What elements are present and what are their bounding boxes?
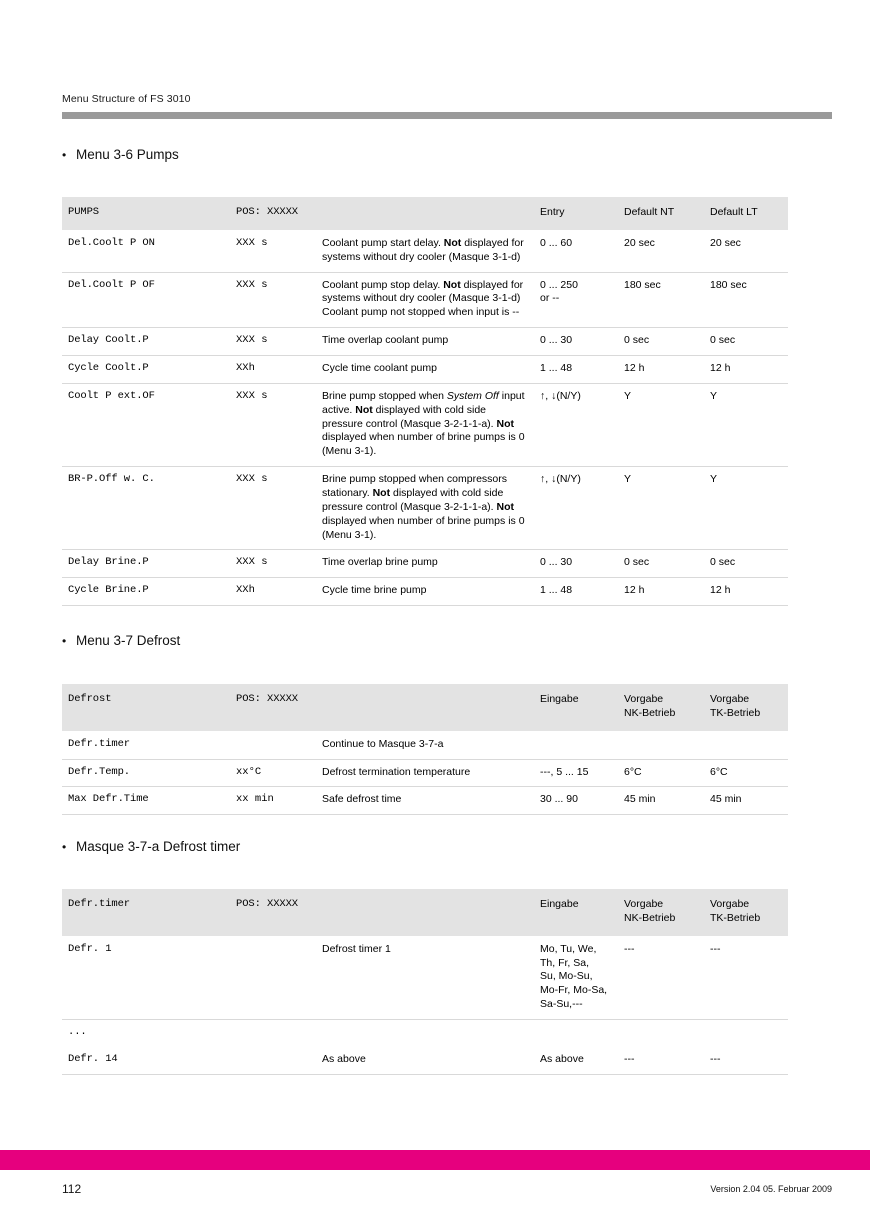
table-header-row — [62, 197, 788, 230]
table-row — [62, 230, 788, 272]
cell-default-lt: --- — [704, 1047, 788, 1074]
table-row — [62, 936, 788, 1019]
cell-menu-name: Max Defr.Time — [62, 787, 230, 815]
cell-description: Safe defrost time — [316, 787, 534, 815]
cell-menu-name: Del.Coolt P OF — [62, 272, 230, 328]
cell-default-lt: 0 sec — [704, 328, 788, 356]
cell-pos — [230, 731, 316, 759]
cell-default-lt — [704, 1020, 788, 1047]
table-row — [62, 759, 788, 787]
table-row — [62, 383, 788, 466]
cell-menu-name: Defr. 14 — [62, 1047, 230, 1074]
cell-pos: XXh — [230, 356, 316, 384]
cell-menu-name: Delay Coolt.P — [62, 328, 230, 356]
cell-menu-name: Del.Coolt P ON — [62, 230, 230, 272]
th-description — [316, 197, 534, 230]
cell-description: Cycle time coolant pump — [316, 356, 534, 384]
cell-pos: XXX s — [230, 230, 316, 272]
document-version: Version 2.04 05. Februar 2009 — [710, 1184, 832, 1194]
cell-default-lt: Y — [704, 467, 788, 550]
cell-entry: ↑, ↓(N/Y) — [534, 383, 618, 466]
table-header-row — [62, 889, 788, 936]
table-row — [62, 1020, 788, 1047]
section-heading-defrost-label: Menu 3-7 Defrost — [76, 633, 181, 648]
cell-description: Brine pump stopped when System Off input active. Not displayed with cold side pressure control (Masque 3-2-1-1-a). Not displayed when number of brine pumps is 0 (Menu 3-1). — [316, 383, 534, 466]
cell-entry: 0 ... 30 — [534, 328, 618, 356]
section-heading-defrost-timer-label: Masque 3-7-a Defrost timer — [76, 839, 241, 854]
th-default-nt: Default NT — [618, 197, 704, 230]
table-defrost — [62, 684, 788, 815]
cell-default-nt — [618, 1020, 704, 1047]
table-row — [62, 467, 788, 550]
table-defrost-timer-body — [62, 936, 788, 1074]
cell-menu-name: Cycle Coolt.P — [62, 356, 230, 384]
table-row — [62, 272, 788, 328]
cell-description: Cycle time brine pump — [316, 578, 534, 606]
cell-pos — [230, 936, 316, 1019]
th-default-lt-line2: TK-Betrieb — [710, 706, 761, 719]
cell-default-nt: --- — [618, 936, 704, 1019]
table-row — [62, 1047, 788, 1074]
th-pos: POS: XXXXX — [230, 889, 316, 936]
cell-entry: 0 ... 60 — [534, 230, 618, 272]
cell-description: Defrost timer 1 — [316, 936, 534, 1019]
cell-default-lt: 45 min — [704, 787, 788, 815]
cell-default-nt: 180 sec — [618, 272, 704, 328]
cell-entry: ---, 5 ... 15 — [534, 759, 618, 787]
th-default-nt-line1: Vorgabe — [624, 898, 664, 910]
cell-menu-name: Defr. 1 — [62, 936, 230, 1019]
running-header: Menu Structure of FS 3010 — [62, 93, 191, 105]
cell-default-lt: 0 sec — [704, 550, 788, 578]
cell-default-nt — [618, 731, 704, 759]
th-description — [316, 684, 534, 731]
cell-entry: Mo, Tu, We, Th, Fr, Sa, Su, Mo-Su, Mo-Fr, Mo-Sa, Sa-Su,--- — [534, 936, 618, 1019]
cell-pos: xx°C — [230, 759, 316, 787]
cell-menu-name: BR-P.Off w. C. — [62, 467, 230, 550]
th-default-lt: Default LT — [704, 197, 788, 230]
cell-menu-name: Defr.Temp. — [62, 759, 230, 787]
th-default-lt-line2: TK-Betrieb — [710, 911, 761, 924]
cell-default-lt: 12 h — [704, 356, 788, 384]
th-default-lt-line1: Vorgabe — [710, 898, 750, 910]
header-rule — [62, 112, 832, 119]
cell-description: Coolant pump start delay. Not displayed for systems without dry cooler (Masque 3-1-d) — [316, 230, 534, 272]
cell-default-lt — [704, 731, 788, 759]
cell-default-nt: 0 sec — [618, 550, 704, 578]
footer-color-bar — [0, 1150, 870, 1170]
cell-menu-name: Coolt P ext.OF — [62, 383, 230, 466]
cell-default-nt: Y — [618, 383, 704, 466]
cell-description: As above — [316, 1047, 534, 1074]
table-row — [62, 731, 788, 759]
cell-pos — [230, 1047, 316, 1074]
page-number: 112 — [62, 1182, 82, 1196]
table-row — [62, 550, 788, 578]
cell-pos: XXX s — [230, 272, 316, 328]
th-description — [316, 889, 534, 936]
th-default-nt — [618, 684, 704, 731]
cell-entry: 1 ... 48 — [534, 356, 618, 384]
cell-default-nt: Y — [618, 467, 704, 550]
cell-default-nt: 6°C — [618, 759, 704, 787]
table-row — [62, 328, 788, 356]
cell-default-nt: 12 h — [618, 356, 704, 384]
bullet-glyph: • — [62, 634, 67, 648]
table-pumps-body — [62, 230, 788, 605]
table-header-row — [62, 684, 788, 731]
cell-entry: 1 ... 48 — [534, 578, 618, 606]
cell-menu-name: Defr.timer — [62, 731, 230, 759]
cell-default-lt: Y — [704, 383, 788, 466]
cell-pos: XXX s — [230, 328, 316, 356]
cell-menu-name: Delay Brine.P — [62, 550, 230, 578]
cell-description: Brine pump stopped when compressors stationary. Not displayed with cold side pressure control (Masque 3-2-1-1-a). Not displayed when number of brine pumps is 0 (Menu 3-1). — [316, 467, 534, 550]
cell-default-lt: 20 sec — [704, 230, 788, 272]
cell-description: Continue to Masque 3-7-a — [316, 731, 534, 759]
bullet-glyph: • — [62, 148, 67, 162]
th-menu-name: Defr.timer — [62, 889, 230, 936]
section-heading-defrost-timer — [62, 839, 240, 854]
cell-default-lt: 180 sec — [704, 272, 788, 328]
cell-description: Defrost termination temperature — [316, 759, 534, 787]
th-pos: POS: XXXXX — [230, 684, 316, 731]
cell-default-lt: 6°C — [704, 759, 788, 787]
cell-entry: ↑, ↓(N/Y) — [534, 467, 618, 550]
cell-description: Time overlap coolant pump — [316, 328, 534, 356]
table-row — [62, 787, 788, 815]
cell-entry: 0 ... 250 or -- — [534, 272, 618, 328]
cell-entry — [534, 1020, 618, 1047]
cell-default-nt: 20 sec — [618, 230, 704, 272]
cell-pos: xx min — [230, 787, 316, 815]
cell-default-nt: 45 min — [618, 787, 704, 815]
section-heading-pumps-label: Menu 3-6 Pumps — [76, 147, 179, 162]
section-heading-defrost — [62, 633, 180, 648]
cell-pos — [230, 1020, 316, 1047]
section-heading-pumps — [62, 147, 179, 162]
cell-description — [316, 1020, 534, 1047]
cell-default-nt: --- — [618, 1047, 704, 1074]
cell-description: Coolant pump stop delay. Not displayed for systems without dry cooler (Masque 3-1-d) Coolant pump not stopped when input is -- — [316, 272, 534, 328]
th-pos: POS: XXXXX — [230, 197, 316, 230]
table-defrost-body — [62, 731, 788, 815]
cell-entry: As above — [534, 1047, 618, 1074]
table-defrost-timer — [62, 889, 788, 1075]
cell-default-lt: --- — [704, 936, 788, 1019]
cell-pos: XXX s — [230, 467, 316, 550]
th-menu-name: Defrost — [62, 684, 230, 731]
cell-menu-name: Cycle Brine.P — [62, 578, 230, 606]
th-entry: Entry — [534, 197, 618, 230]
table-row — [62, 356, 788, 384]
th-default-nt — [618, 889, 704, 936]
cell-entry — [534, 731, 618, 759]
cell-description: Time overlap brine pump — [316, 550, 534, 578]
bullet-glyph: • — [62, 840, 67, 854]
th-menu-name: PUMPS — [62, 197, 230, 230]
cell-pos: XXX s — [230, 550, 316, 578]
cell-entry: 30 ... 90 — [534, 787, 618, 815]
cell-menu-name: ... — [62, 1020, 230, 1047]
th-default-nt-line2: NK-Betrieb — [624, 911, 676, 924]
cell-pos: XXX s — [230, 383, 316, 466]
cell-default-lt: 12 h — [704, 578, 788, 606]
th-entry: Eingabe — [534, 684, 618, 731]
cell-pos: XXh — [230, 578, 316, 606]
th-entry: Eingabe — [534, 889, 618, 936]
th-default-lt — [704, 889, 788, 936]
th-default-lt-line1: Vorgabe — [710, 693, 750, 705]
table-row — [62, 578, 788, 606]
cell-entry: 0 ... 30 — [534, 550, 618, 578]
cell-default-nt: 12 h — [618, 578, 704, 606]
th-default-nt-line1: Vorgabe — [624, 693, 664, 705]
cell-default-nt: 0 sec — [618, 328, 704, 356]
table-pumps — [62, 197, 788, 606]
th-default-lt — [704, 684, 788, 731]
th-default-nt-line2: NK-Betrieb — [624, 706, 676, 719]
